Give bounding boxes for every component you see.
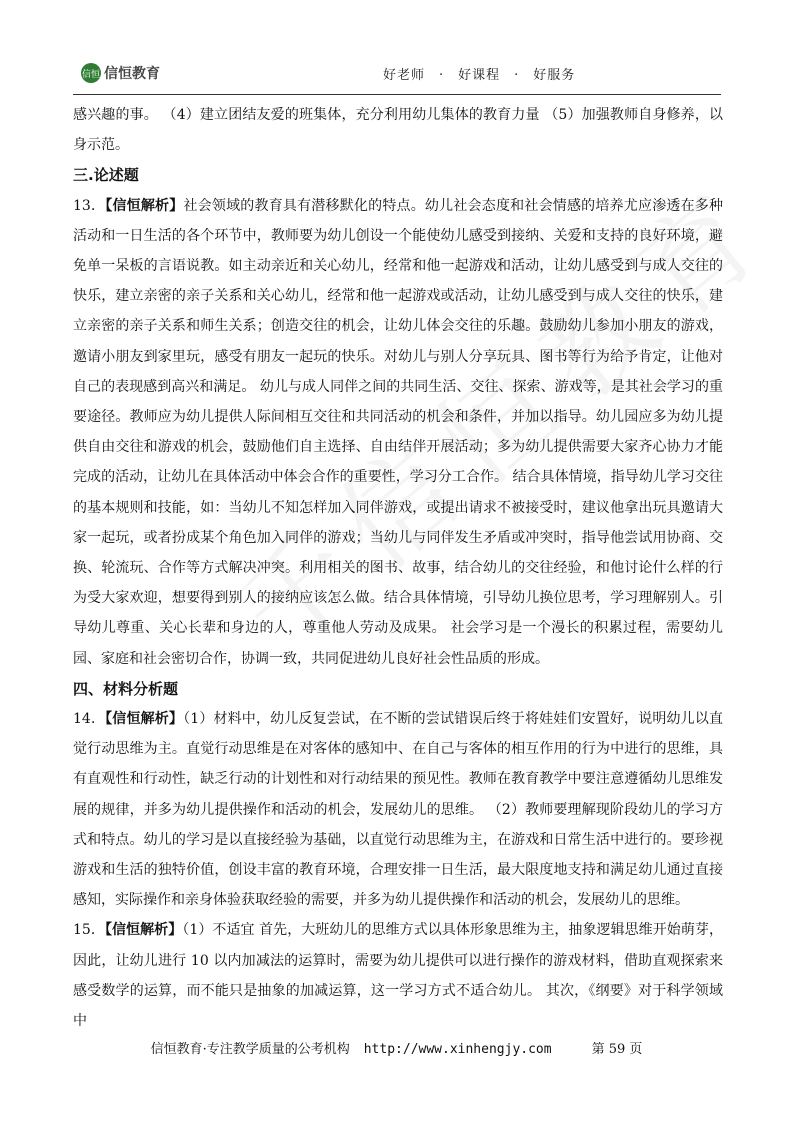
question-number: 13． — [73, 197, 106, 214]
page-number: 第 59 页 — [591, 1042, 643, 1057]
answer-text: （1）材料中，幼儿反复尝试，在不断的尝试错误后终于将娃娃们安置好，说明幼儿以直觉行动思维为主。直觉行动思维是在对客体的感知中、在自己与客体的相互作用的行为中进行的思维，具有直观性和行动性，缺乏行动的计划性和对行动结果的预见性。教师在教育教学中要注意遵循幼儿思维发展的规律，并多为幼儿提供操作和活动的机会，发展幼儿的思维。 （2）教师要理解现阶段幼儿的学习方式和特点。幼儿的学习是以直接经验为基础，以直觉行动思维为主，在游戏和日常生活中进行的。要珍视游戏和生活的独特价值，创设丰富的教育环境，合理安排一日生活，最大限度地支持和满足幼儿通过直接感知，实际操作和亲身体验获取经验的需要，并多为幼儿提供操作和活动的机会，发展幼儿的思维。 — [73, 711, 724, 909]
question-number: 14． — [73, 711, 106, 728]
document-body — [73, 100, 723, 1036]
analysis-tag: 【信恒解析】 — [104, 922, 183, 939]
header-slogan: 好老师 · 好课程 · 好服务 — [383, 68, 576, 83]
answer-text: （1）不适宜 首先，大班幼儿的思维方式以具体形象思维为主，抽象逻辑思维开始萌芽，因此，让幼儿进行 10 以内加减法的运算时，需要为幼儿提供可以进行操作的游戏材料，借助直观探索来感受数学的运算，而不能只是抽象的加减运算，这一学习方式不适合幼儿。 其次，《纲要》对于科学领域中 — [73, 922, 723, 1030]
question-number: 15． — [73, 922, 105, 939]
logo — [81, 63, 160, 83]
analysis-tag: 【信恒解析】 — [105, 197, 184, 214]
section-heading-material: 四、材料分析题 — [73, 679, 179, 698]
page-footer — [0, 1038, 793, 1057]
logo-icon: 信恒 — [81, 63, 101, 83]
footer-url[interactable]: http://www.xinhengjy.com — [363, 1042, 552, 1057]
analysis-tag: 【信恒解析】 — [105, 711, 184, 728]
section-heading-essay: 三.论述题 — [73, 166, 139, 185]
answer-14 — [73, 704, 723, 915]
answer-text: 社会领域的教育具有潜移默化的特点。幼儿社会态度和社会情感的培养尤应渗透在多种活动和一日生活的各个环节中，教师要为幼儿创设一个能使幼儿感受到接纳、关爱和支持的良好环境，避免单一呆板的言语说教。如主动亲近和关心幼儿，经常和他一起游戏和活动，让幼儿感受到与成人交往的快乐，建立亲密的亲子关系和关心幼儿，经常和他一起游戏或活动，让幼儿感受到与成人交往的快乐，建立亲密的亲子关系和师生关系；创造交往的机会，让幼儿体会交往的乐趣。鼓励幼儿参加小朋友的游戏，邀请小朋友到家里玩，感受有朋友一起玩的快乐。对幼儿与别人分享玩具、图书等行为给予肯定，让他对自己的表现感到高兴和满足。 幼儿与成人同伴之间的共同生活、交往、探索、游戏等，是其社会学习的重要途径。教师应为幼儿提供人际间相互交往和共同活动的机会和条件，并加以指导。幼儿园应多为幼儿提供自由交往和游戏的机会，鼓励他们自主选择、自由结伴开展活动；多为幼儿提供需要大家齐心协力才能完成的活动，让幼儿在具体活动中体会合作的重要性，学习分工合作。 结合具体情境，指导幼儿学习交往的基本规则和技能，如：当幼儿不知怎样加入同伴游戏，或提出请求不被接受时，建议他拿出玩具邀请大家一起玩，或者扮成某个角色加入同伴的游戏；当幼儿与同伴发生矛盾或冲突时，指导他尝试用协商、交换、轮流玩、合作等方式解决冲突。利用相关的图书、故事，结合幼儿的交往经验，和他讨论什么样的行为受大家欢迎，想要得到别人的接纳应该怎么做。结合具体情境，引导幼儿换位思考，学习理解别人。引导幼儿尊重、关心长辈和身边的人，尊重他人劳动及成果。 社会学习是一个漫长的积累过程，需要幼儿园、家庭和社会密切合作，协调一致，共同促进幼儿良好社会性品质的形成。 — [73, 197, 724, 667]
answer-13 — [73, 191, 723, 674]
paragraph-continued: 感兴趣的事。 （4）建立团结友爱的班集体，充分利用幼儿集体的教育力量 （5）加强教师自身修养，以身示范。 — [73, 107, 723, 154]
logo-text: 信恒教育 — [104, 66, 160, 82]
page-header — [73, 58, 721, 95]
footer-text: 信恒教育·专注教学质量的公考机构 — [150, 1042, 350, 1057]
answer-15 — [73, 915, 723, 1036]
